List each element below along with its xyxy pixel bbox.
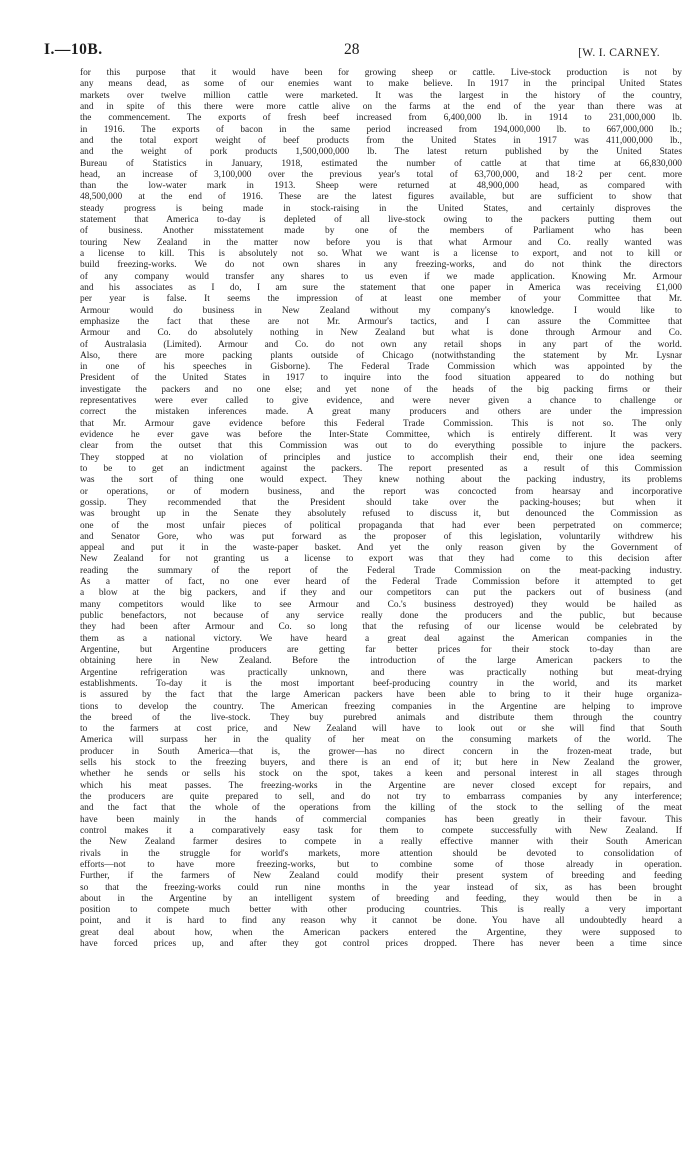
text-line: or operations, or of modern business, and the report was concocted from hearsay and incorporative (80, 486, 682, 497)
text-line: obtaining here in New Zealand. Before the introduction of the large American packers to the (80, 656, 682, 667)
text-line: and the weight of pork products 1,500,000,000 lb. The latest return published by the United States (80, 147, 682, 158)
text-line: efforts—not to have more freezing-works, but to combine some of those already in operation. (80, 859, 682, 870)
text-line: markets over twelve million cattle were marketed. It was the largest in the history of the country, (80, 90, 682, 101)
text-line: have forced prices up, and after they got control prices dropped. There has never been a time since (80, 939, 682, 950)
text-line: point, and it is hard to find any reason why it cannot be done. You have all undoubtedly heard a (80, 916, 682, 927)
page-number: 28 (344, 41, 360, 58)
text-line: steady progress is being made in stock-raising in the United States, and certainly disproves the (80, 203, 682, 214)
text-line: establishments. To-day it is the most important beef-producing country in the world, and its market (80, 678, 682, 689)
text-line: the producers are quite prepared to sell, and do not try to embarrass companies by any interference; (80, 792, 682, 802)
text-line: They stopped at no violation of principles and justice to accomplish their end, their one idea seeming (80, 452, 682, 463)
text-line: tions to develop the country. The American freezing companies in the Argentine are helping to improve (80, 701, 682, 712)
text-line: a blow at the big packers, and if they and our competitors can put the packers out of business (and (80, 588, 682, 599)
text-line: the New Zealand farmer desires to compete in a really effective manner with their South American (80, 837, 682, 848)
text-line: representatives were ever called to give evidence, and were never given a chance to challenge or (80, 396, 682, 407)
text-line: of any company would transfer any shares to us even if we made application. Knowing Mr. Armour (80, 271, 682, 282)
text-line: public benefactors, not because of any service really done the producers and the public, but because (80, 611, 682, 621)
text-line: them as a national victory. We have heard a great deal against the American companies in the (80, 633, 682, 644)
text-line: they had been after Armour and Co. so long that the refusing of our license would be celebrated by (80, 622, 682, 633)
text-line: any means dead, as some of our enemies want to make believe. In 1917 in the principal United States (80, 79, 682, 90)
page-header (44, 40, 664, 66)
text-line: New Zealand for not granting us a license to export was that they had come to this decision after (80, 554, 682, 565)
text-line: is assured by the fact that the large American packers have been able to bring to it their huge organiza- (80, 690, 682, 701)
text-line: Argentine refrigeration was practically unknown, and there was practically nothing but meat-drying (80, 667, 682, 678)
text-line: producer in South America—that is, the grower—has no direct concern in the frozen-meat trade, but (80, 746, 682, 757)
witness-name: [W. I. CARNEY. (578, 47, 660, 59)
text-line: for this purpose that it would have been for growing sheep or cattle. Live-stock production is not by (80, 68, 682, 78)
text-line: Armour would do business in New Zealand without my company's knowledge. I would like to (80, 305, 682, 316)
text-line: Argentine, but Argentine producers are getting far better prices for their stock to-day than are (80, 644, 682, 655)
text-line: and in spite of this there were more cattle alive on the farms at the end of the year than there was at (80, 101, 682, 112)
text-line: per year is false. It seems the impression of at least one member of your Committee that Mr. (80, 294, 682, 305)
text-line: clear from the outset that this Commission was out to do everything possible to injure the packers. (80, 441, 682, 452)
text-line: control makes it a comparatively easy task for them to compete successfully with New Zealand. If (80, 825, 682, 836)
text-line: the breed of the live-stock. They buy purebred animals and distribute them through the country (80, 712, 682, 723)
text-line: head, an increase of 3,100,000 over the previous year's total of 63,700,000, and 18·2 per cent. more (80, 169, 682, 180)
text-line: have been mainly in the hands of commercial companies has been greatly in their favour. This (80, 814, 682, 825)
text-line: great deal about how, when the American packers entered the Argentine, they were supposed to (80, 927, 682, 938)
text-line: 48,500,000 at the end of 1916. These are the latest figures available, but are sufficient to show that (80, 192, 682, 203)
text-line: sells his stock to the freezing buyers, and there is an end of it; but here in New Zealand the grower, (80, 758, 682, 769)
text-line: Further, if the farmers of New Zealand could modify their present system of breeding and feeding (80, 871, 682, 882)
text-line: which his meat passes. The freezing-works in the Argentine are never closed except for repairs, and (80, 780, 682, 791)
text-line: and the fact that the whole of the operations from the killing of the stock to the selling of the meat (80, 803, 682, 814)
text-line: was the sort of thing one would expect. They knew nothing about the packing industry, its problems (80, 475, 682, 486)
body-text (80, 68, 682, 950)
text-line: Also, there are more packing plants outside of Chicago (notwithstanding the statement by Mr. Lysnar (80, 350, 682, 361)
text-line: touring New Zealand in the matter now before you is that what Armour and Co. really wanted was (80, 237, 682, 248)
text-line: the commencement. The exports of fresh beef increased from 6,400,000 lb. in 1914 to 231,000,000 lb. (80, 113, 682, 124)
text-line: correct the mistaken inferences made. A great many producers and others are under the impression (80, 407, 682, 418)
text-line: rivals in the struggle for world's markets, more attention should be devoted to consolidation of (80, 848, 682, 859)
text-line: appeal and put it in the waste-paper basket. And yet the only reason given by the Government of (80, 543, 682, 554)
paper-reference: I.—10B. (44, 41, 103, 58)
text-line: gossip. They recommended that the President should take over the packing-houses; but when it (80, 497, 682, 508)
text-line: President of the United States in 1917 to inquire into the food situation appeared to do nothing but (80, 373, 682, 384)
text-line: of Australasia (Limited). Armour and Co. do not own any retail shops in any part of the world. (80, 339, 682, 350)
text-line: many competitors would like to see Armour and Co.'s business destroyed) they would be hailed as (80, 599, 682, 610)
text-line: to be to get an indictment against the packers. The report presented as a result of this Commission (80, 463, 682, 474)
text-line: than the low-water mark in 1913. Sheep were returned at 48,900,000 head, as compared with (80, 181, 682, 192)
text-line: to the farmers at cost price, and New Zealand will have to look out or she will find that South (80, 724, 682, 735)
text-line: of business. Another misstatement made by one of the members of Parliament who has been (80, 226, 682, 237)
text-line: so that the freezing-works could run nine months in the year instead of six, as has been brought (80, 882, 682, 893)
text-line: build freezing-works. We do not own shares in any freezing-works, and do not think the directors (80, 260, 682, 271)
text-line: about in the Argentine by an intelligent system of breeding and feeding, they would then be in a (80, 893, 682, 904)
text-line: in 1916. The exports of bacon in the same period increased from 194,000,000 lb. to 667,000,000 lb.; (80, 124, 682, 135)
text-line: statement that America to-day is depleted of all live-stock owing to the packers putting them out (80, 215, 682, 226)
text-line: investigate the packers and no one else; and yet none of the heads of the big packing firms or their (80, 384, 682, 395)
text-line: was brought up in the Senate they absolutely refused to discuss it, but denounced the Commission as (80, 509, 682, 520)
text-line: reading the summary of the report of the Federal Trade Commission on the meat-packing industry. (80, 565, 682, 576)
text-line: that Mr. Armour gave evidence before this Federal Trade Commission. This is not so. The only (80, 418, 682, 429)
text-line: Armour and Co. do absolutely nothing in New Zealand but what is done through Armour and Co. (80, 328, 682, 339)
text-line: position to compete much better with other producing countries. This is really a very important (80, 905, 682, 916)
text-line: and Senator Gore, who was put forward as the proposer of this legislation, voluntarily withdrew his (80, 531, 682, 542)
text-line: a license to kill. This is absolutely not so. What we want is a license to export, and not to kill or (80, 249, 682, 259)
text-line: whether he sends or sells his stock on the spot, takes a keen and personal interest in all stages through (80, 769, 682, 780)
text-line: evidence he ever gave was before the Inter-State Committee, which is entirely different. It was very (80, 430, 682, 440)
text-line: in one of his speeches in Gisborne). The Federal Trade Commission which was appointed by the (80, 362, 682, 373)
text-line: and his associates as I do, I am sure the statement that one paper in America was receiving £1,000 (80, 282, 682, 293)
text-line: one of the most unfair pieces of political propaganda that had ever been perpetrated on commerce; (80, 520, 682, 531)
text-line: emphasize the fact that these are not Mr. Armour's tactics, and I can assure the Committee that (80, 316, 682, 327)
text-line: America will surpass her in the quality of her meat on the consuming markets of the world. The (80, 735, 682, 746)
text-line: As a matter of fact, no one ever heard of the Federal Trade Commission before it attempted to get (80, 577, 682, 588)
text-line: and the total export weight of beef products from the United States in 1917 was 411,000,000 lb., (80, 135, 682, 146)
text-line: Bureau of Statistics in January, 1918, estimated the number of cattle at that time at 66,830,000 (80, 158, 682, 169)
